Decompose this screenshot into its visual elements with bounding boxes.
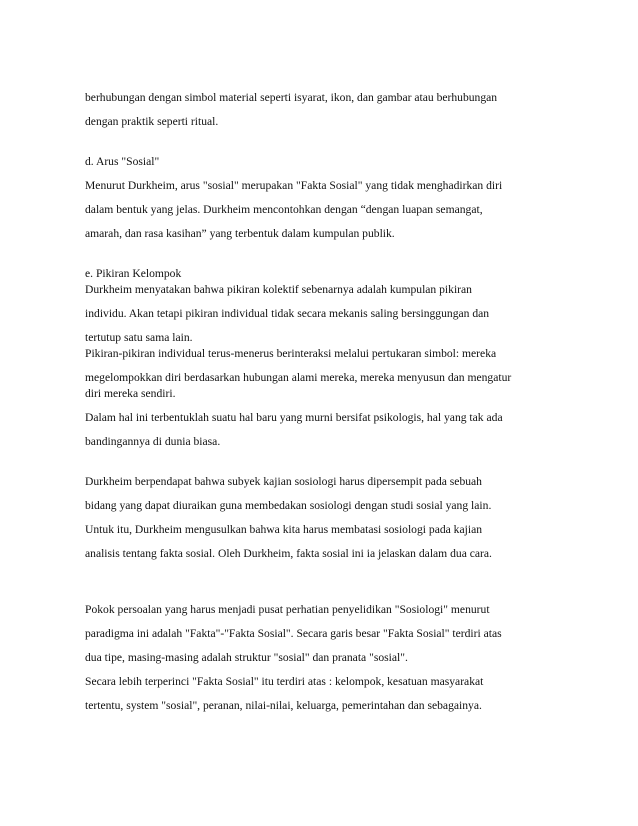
text-line: dua tipe, masing-masing adalah struktur "sosial" dan pranata "sosial". xyxy=(85,651,408,664)
text-line: Durkheim menyatakan bahwa pikiran kolektif sebenarnya adalah kumpulan pikiran xyxy=(85,283,472,296)
text-line: megelompokkan diri berdasarkan hubungan alami mereka, mereka menyusun dan mengatur xyxy=(85,371,512,384)
text-line: Secara lebih terperinci "Fakta Sosial" itu terdiri atas : kelompok, kesatuan masyarakat xyxy=(85,675,484,688)
text-line: Untuk itu, Durkheim mengusulkan bahwa kita harus membatasi sosiologi pada kajian xyxy=(85,523,483,536)
text-line: bidang yang dapat diuraikan guna membedakan sosiologi dengan studi sosial yang lain. xyxy=(85,499,492,512)
text-line: dengan praktik seperti ritual. xyxy=(85,115,219,128)
text-line: Pokok persoalan yang harus menjadi pusat perhatian penyelidikan "Sosiologi" menurut xyxy=(85,603,490,616)
text-line: Dalam hal ini terbentuklah suatu hal baru yang murni bersifat psikologis, hal yang tak ada xyxy=(85,411,503,424)
text-line: amarah, dan rasa kasihan” yang terbentuk dalam kumpulan publik. xyxy=(85,227,395,240)
text-line: berhubungan dengan simbol material seperti isyarat, ikon, dan gambar atau berhubungan xyxy=(85,91,498,104)
text-line: paradigma ini adalah "Fakta"-"Fakta Sosial". Secara garis besar "Fakta Sosial" terdiri atas xyxy=(85,627,502,640)
text-line: diri mereka sendiri. xyxy=(85,387,176,400)
text-line: dalam bentuk yang jelas. Durkheim mencontohkan dengan “dengan luapan semangat, xyxy=(85,203,483,216)
text-line: individu. Akan tetapi pikiran individual tidak secara mekanis saling bersinggungan dan xyxy=(85,307,490,320)
text-line: Menurut Durkheim, arus "sosial" merupakan "Fakta Sosial" yang tidak menghadirkan diri xyxy=(85,179,503,192)
text-line: bandingannya di dunia biasa. xyxy=(85,435,221,448)
text-line: Pikiran-pikiran individual terus-menerus berinteraksi melalui pertukaran simbol: mereka xyxy=(85,347,497,360)
section-heading: e. Pikiran Kelompok xyxy=(85,267,182,280)
text-line: Durkheim berpendapat bahwa subyek kajian sosiologi harus dipersempit pada sebuah xyxy=(85,475,482,488)
text-line: tertentu, system "sosial", peranan, nilai-nilai, keluarga, pemerintahan dan sebagainya. xyxy=(85,699,482,712)
text-line: analisis tentang fakta sosial. Oleh Durkheim, fakta sosial ini ia jelaskan dalam dua cara. xyxy=(85,547,492,560)
text-line: tertutup satu sama lain. xyxy=(85,331,193,344)
section-heading: d. Arus "Sosial" xyxy=(85,155,160,168)
